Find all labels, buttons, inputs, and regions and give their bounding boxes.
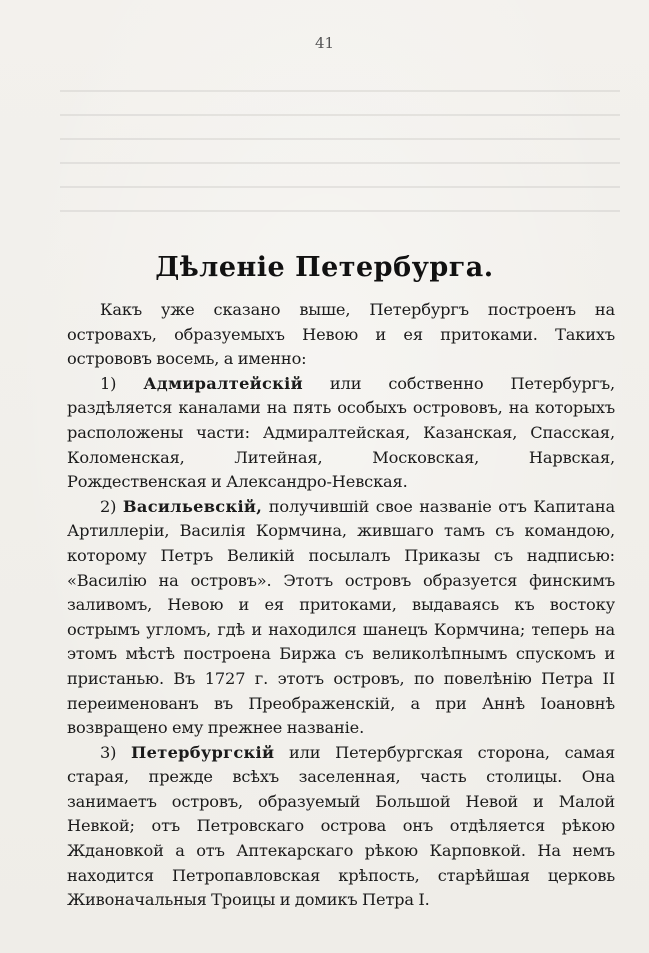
section-paragraph-2 xyxy=(67,495,615,741)
body-text xyxy=(67,298,615,913)
intro-paragraph: Какъ уже сказано выше, Петербургъ построенъ на островахъ, образуемыхъ Невою и ея притоками. Такихъ острововъ восемь, а именно: xyxy=(67,300,615,369)
section-paragraph-3 xyxy=(67,741,615,913)
section-text-2: получившій свое названіе отъ Капитана Артиллеріи, Василія Кормчина, жившаго тамъ съ командою, которому Петръ Великій посылалъ Приказы съ надписью: «Василію на островъ». Этотъ островъ образуется финскимъ заливомъ, Невою и ея притоками, выдаваясь къ востоку острымъ угломъ, гдѣ и находился шанецъ Кормчина; теперь на этомъ мѣстѣ построена Биржа съ великолѣпнымъ спускомъ и пристанью. Въ 1727 г. этотъ островъ, по повелѣнію Петра II переименованъ въ Преображенскій, а при Аннѣ Іоановнѣ возвращено ему прежнее названіе. xyxy=(67,496,615,738)
bleed-through-shadow xyxy=(60,90,620,240)
section-text-3: или Петербургская сторона, самая старая, прежде всѣхъ заселенная, часть столицы. Она занимаетъ островъ, образуемый Большой Невой и Малой Невкой; отъ Петровскаго острова онъ отдѣляется рѣкою Ждановкой а отъ Аптекарскаго рѣкою Карповкой. На немъ находится Петропавловская крѣпость, старѣйшая церковь Живоначальныя Троицы и домикъ Петра I. xyxy=(67,742,616,910)
section-text-1: или собственно Петербургъ, раздѣляется каналами на пять особыхъ острововъ, на которыхъ расположены части: Адмиралтейская, Казанская, Спасская, Коломенская, Литейная, Московская, Нарвская, Рождественская и Александро-Невская. xyxy=(67,373,616,492)
section-number-2: 2) xyxy=(100,496,117,516)
section-paragraph-1 xyxy=(67,372,615,495)
section-name-2: Васильевскій, xyxy=(122,496,263,516)
page-title: Дѣленіе Петербурга. xyxy=(155,252,494,283)
page-number: 41 xyxy=(314,34,335,52)
section-name-1: Адмиралтейскій xyxy=(143,373,303,393)
section-name-3: Петербургскій xyxy=(131,742,275,762)
section-number-3: 3) xyxy=(100,742,117,762)
section-number-1: 1) xyxy=(100,373,117,393)
